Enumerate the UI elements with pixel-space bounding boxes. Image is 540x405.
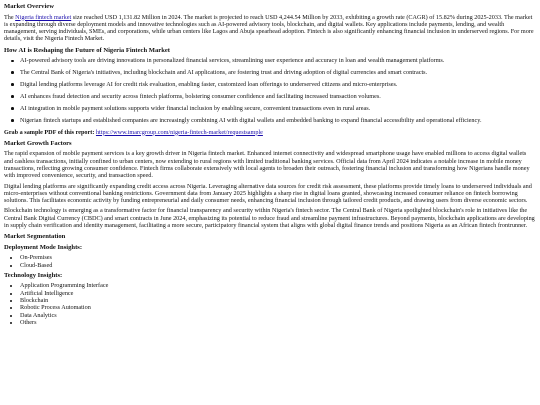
growth-paragraph-1: The rapid expansion of mobile payment services is a key growth driver in Nigeria fintech market. Enhanced internet connectivity and widespread smartphone usage have enabled millions to access digital wallets and cashless transactions, initially confined to urban centers, now extending to rural regions with limited traditional banking services. Official data from April 2024 indicates a notable increase in mobile money transactions, reflecting growing consumer confidence. Fintech firms collaborate extensively with local agents to broaden their outreach, fostering financial inclusion and transforming how Nigerians handle money with improved convenience, security, and transaction speed. (4, 150, 530, 180)
deployment-item-2: • Cloud-Based (20, 262, 536, 269)
ai-item-6: Nigerian fintech startups and established companies are increasingly combining AI with digital wallets and embedded banking to expand financial accessibility and operational efficiency. (4, 117, 536, 124)
sample-request (4, 129, 536, 136)
growth-section (4, 140, 536, 229)
deployment-item-1: • On-Premises (20, 254, 536, 261)
sample-pdf-link[interactable]: https://www.imarcgroup.com/nigeria-fintech-market/requestsample (95, 128, 263, 136)
technology-item-3: • Blockchain (20, 297, 536, 304)
deployment-list (4, 254, 536, 269)
technology-heading: Technology Insights: (4, 271, 63, 279)
nigeria-fintech-market-link[interactable]: Nigeria fintech market (15, 13, 72, 21)
ai-item-2: The Central Bank of Nigeria's initiatives, including blockchain and AI applications, are fostering trust and driving adoption of digital currencies and smart contracts. (4, 69, 536, 76)
growth-paragraph-3: Blockchain technology is emerging as a transformative factor for financial transparency and security within Nigeria's fintech sector. The Central Bank of Nigeria spotlighted blockchain's role in initiatives like the Central Bank Digital Currency (CBDC) and smart contracts in June 2024, emphasizing its potential to reduce fraud and streamline payment infrastructures. Beyond payments, blockchain applications are developing in supply chain verification and identity management, facilitating a more secure, participatory financial system that aligns with global digital finance trends and positions Nigeria as an African fintech frontrunner. (4, 207, 535, 229)
deployment-heading: Deployment Mode Insights: (4, 243, 83, 251)
ai-item-1: AI-powered advisory tools are driving innovations in personalized financial services, streamlining user experience and accuracy in loan and wealth management platforms. (4, 57, 536, 64)
technology-item-4: • Robotic Process Automation (20, 304, 536, 311)
overview-heading: Market Overview (4, 3, 54, 10)
technology-item-6: • Others (20, 319, 536, 326)
growth-paragraph-2: Digital lending platforms are significantly expanding credit access across Nigeria. Leveraging alternative data sources for credit risk assessment, these platforms provide timely loans to underserved individuals and micro-enterprises without conventional banking restrictions. Government data from January 2025 highlights a sharp rise in digital loans granted, showcasing increased consumer reliance on fintech borrowing solutions. This facilitates economic activity by funding entrepreneurial and daily consumer needs, enhancing financial inclusion through tailored credit products, and drawing users from diverse economic sectors. (4, 182, 532, 205)
ai-list (4, 57, 536, 124)
ai-section (4, 47, 536, 124)
overview-text: size reached USD 1,131.82 Million in 2024. The market is projected to reach USD 4,244.54 Million by 2033, exhibiting a growth rate (CAGR) of 15.82% during 2025-2033. The market is expanding through diverse deployment models and innovative technologies such as AI-powered advisory tools, blockchain, and digital wallets. Key applications include payments, lending, and wealth management, serving individuals, SMEs, and corporations, while urban centers like Lagos and Abuja spearhead adoption. Fintech is also significantly enhancing financial inclusion in underserved regions. For more details, visit the Nigeria Fintech Market. (4, 13, 534, 43)
technology-item-5: • Data Analytics (20, 312, 536, 319)
ai-heading: How AI is Reshaping the Future of Nigeria Fintech Market (4, 46, 170, 54)
ai-item-5: AI integration in mobile payment solutions supports wider financial inclusion by enabling secure, convenient transactions even in rural areas. (4, 105, 536, 112)
ai-item-3: Digital lending platforms leverage AI for credit risk evaluation, enabling faster, customized loan offerings to underserved citizens and micro-enterprises. (4, 81, 536, 88)
ai-item-4: AI enhances fraud detection and security across fintech platforms, bolstering consumer confidence and facilitating increased transaction volumes. (4, 93, 536, 100)
overview-intro: The (4, 13, 16, 21)
technology-list (4, 282, 536, 326)
segmentation-heading: Market Segmentation (4, 233, 66, 241)
growth-heading: Market Growth Factors (4, 139, 72, 147)
sample-label: Grab a sample PDF of this report: (4, 128, 95, 136)
segmentation-section (4, 233, 536, 326)
technology-item-1: • Application Programming Interface (20, 282, 536, 289)
overview-paragraph (4, 14, 536, 43)
technology-item-2: • Artificial Intelligence (20, 290, 536, 297)
